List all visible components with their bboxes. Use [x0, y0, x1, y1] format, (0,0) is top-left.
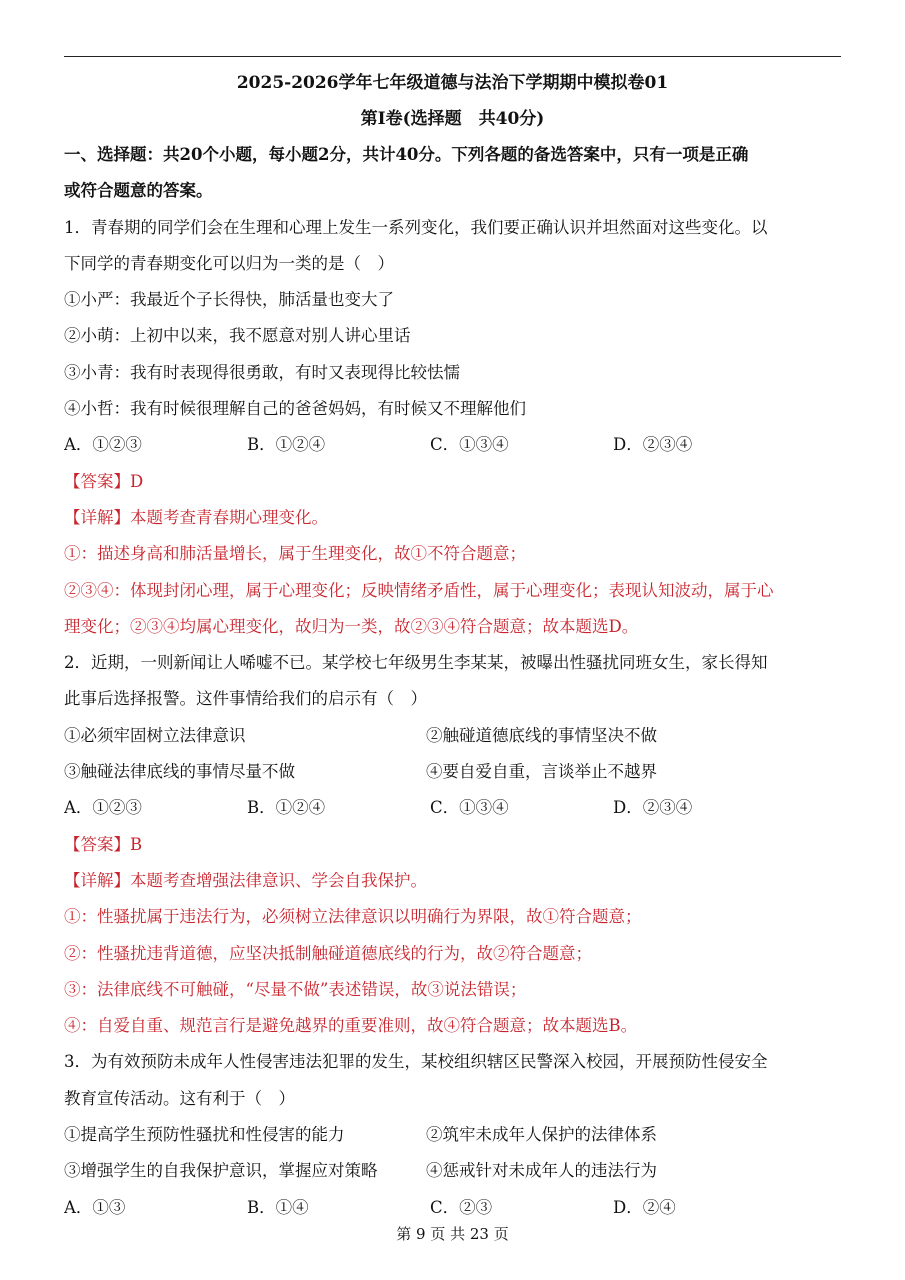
header-rule	[64, 56, 841, 57]
q1-option-a: A．①②③	[64, 435, 142, 455]
q2-stem-cont: 此事后选择报警。这件事情给我们的启示有（ ）	[64, 689, 427, 709]
q1-item: ③小青：我有时表现得很勇敢，有时又表现得比较怯懦	[64, 362, 460, 382]
q1-stem-cont: 下同学的青春期变化可以归为一类的是（ ）	[64, 253, 394, 273]
q1-explanation: 【详解】本题考查青春期心理变化。	[64, 507, 328, 527]
q2-option-d: D．②③④	[613, 798, 693, 818]
q3-items-row	[64, 1117, 844, 1153]
q3-stem: 3．为有效预防未成年人性侵害违法犯罪的发生，某校组织辖区民警深入校园，开展预防性侵安全	[64, 1052, 768, 1072]
q2-analysis: ②：性骚扰违背道德，应坚决抵制触碰道德底线的行为，故②符合题意；	[64, 943, 592, 963]
q2-analysis: ①：性骚扰属于违法行为，必须树立法律意识以明确行为界限，故①符合题意；	[64, 907, 642, 927]
q1-analysis: ①：描述身高和肺活量增长，属于生理变化，故①不符合题意；	[64, 544, 526, 564]
q2-item: ③触碰法律底线的事情尽量不做	[64, 762, 295, 782]
q1-option-b: B．①②④	[247, 435, 326, 455]
q1-option-d: D．②③④	[613, 435, 693, 455]
q1-option-c: C．①③④	[430, 435, 509, 455]
q3-options	[64, 1190, 844, 1226]
q2-item: ④要自爱自重，言谈举止不越界	[426, 762, 657, 782]
q2-analysis: ④：自爱自重、规范言行是避免越界的重要准则，故④符合题意；故本题选B。	[64, 1016, 638, 1036]
q2-analysis: ③：法律底线不可触碰，“尽量不做”表述错误，故③说法错误；	[64, 979, 527, 999]
q1-analysis: ②③④：体现封闭心理，属于心理变化；反映情绪矛盾性，属于心理变化；表现认知波动，属于心	[64, 580, 774, 600]
q2-option-b: B．①②④	[247, 798, 326, 818]
q2-items-row	[64, 754, 844, 790]
q3-option-c: C．②③	[430, 1197, 493, 1217]
q2-option-c: C．①③④	[430, 798, 509, 818]
q1-item: ④小哲：我有时候很理解自己的爸爸妈妈，有时候又不理解他们	[64, 399, 526, 419]
page-number: 第 9 页 共 23 页	[396, 1225, 509, 1243]
q2-stem: 2．近期，一则新闻让人唏嘘不已。某学校七年级男生李某某，被曝出性骚扰同班女生，家长得知	[64, 653, 768, 673]
q2-item: ②触碰道德底线的事情坚决不做	[426, 725, 657, 745]
q1-stem: 1．青春期的同学们会在生理和心理上发生一系列变化，我们要正确认识并坦然面对这些变化。以	[64, 217, 768, 237]
q3-option-b: B．①④	[247, 1197, 309, 1217]
q3-stem-cont: 教育宣传活动。这有利于（ ）	[64, 1088, 295, 1108]
q3-item: ①提高学生预防性骚扰和性侵害的能力	[64, 1125, 345, 1145]
section-subtitle: 第Ⅰ卷(选择题 共40分)	[360, 109, 545, 129]
q2-item: ①必须牢固树立法律意识	[64, 725, 246, 745]
q3-item: ②筑牢未成年人保护的法律体系	[426, 1125, 657, 1145]
section-instruction-cont: 或符合题意的答案。	[64, 181, 213, 201]
q2-answer: 【答案】B	[64, 834, 143, 854]
q1-item: ②小萌：上初中以来，我不愿意对别人讲心里话	[64, 326, 411, 346]
q2-explanation: 【详解】本题考查增强法律意识、学会自我保护。	[64, 870, 427, 890]
q3-items-row	[64, 1153, 844, 1189]
q2-option-a: A．①②③	[64, 798, 142, 818]
q1-analysis: 理变化；②③④均属心理变化，故归为一类，故②③④符合题意；故本题选D。	[64, 616, 639, 636]
q3-option-a: A．①③	[64, 1197, 126, 1217]
q1-item: ①小严：我最近个子长得快，肺活量也变大了	[64, 290, 394, 310]
document-body	[64, 137, 844, 1226]
document-title: 2025-2026学年七年级道德与法治下学期期中模拟卷01	[236, 73, 669, 93]
section-instruction: 一、选择题：共20个小题，每小题2分，共计40分。下列各题的备选答案中，只有一项是正确	[64, 145, 749, 164]
q1-answer: 【答案】D	[64, 471, 144, 491]
q3-option-d: D．②④	[613, 1197, 676, 1217]
q3-item: ④惩戒针对未成年人的违法行为	[426, 1161, 657, 1181]
q2-items-row	[64, 718, 844, 754]
q3-item: ③增强学生的自我保护意识，掌握应对策略	[64, 1161, 378, 1181]
q1-options	[64, 427, 844, 463]
q2-options	[64, 790, 844, 826]
